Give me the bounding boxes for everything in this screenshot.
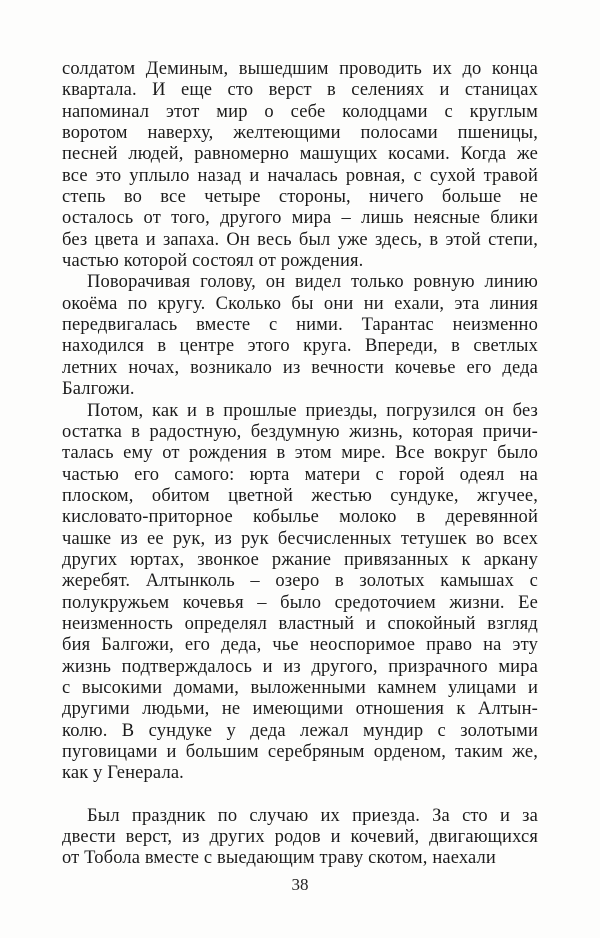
text-line: остатка в радостную, бездумную жизнь, которая причи- (62, 421, 538, 442)
paragraph (62, 401, 538, 785)
text-line: солдатом Деминым, вышедшим проводить их до конца (62, 59, 538, 79)
text-line: Поворачивая голову, он видел только ровную линию (87, 272, 538, 293)
text-line: бия Балгожи, его деда, чье неоспоримое право на эту (62, 635, 538, 656)
text-line: двести верст, из других родов и кочевий, двигающихся (62, 827, 538, 848)
text-line: с высокими домами, выложенными камнем улицами и (62, 677, 538, 698)
text-line: напоминал этот мир о себе колодцами с круглым (62, 101, 538, 122)
text-line: жеребят. Алтынколь – озеро в золотых камышах с (62, 571, 538, 592)
text-block (62, 59, 538, 870)
text-line: передвигалась вместе с ними. Тарантас неизменно (62, 315, 538, 336)
text-line: степь во все четыре стороны, ничего больше не (62, 187, 538, 208)
text-line: кисловато-приторное кобылье молоко в деревянной (62, 507, 538, 528)
text-line: окоёма по кругу. Сколько бы они ни ехали, эта линия (62, 293, 538, 314)
text-line: без цвета и запаха. Он весь был уже здесь, в этой степи, (62, 229, 538, 250)
text-line: как у Генерала. (62, 763, 184, 784)
text-line: песней людей, равномерно машущих косами. Когда же (62, 144, 538, 165)
text-line: частью его самого: юрта матери с горой одеял на (62, 464, 538, 485)
text-line: чашке из ее рук, из рук бесчисленных тетушек во всех (62, 528, 538, 549)
text-line: летних ночах, возникало из вечности кочевье его деда (62, 357, 538, 378)
text-line: Балгожи. (62, 379, 135, 400)
text-line: Был праздник по случаю их приезда. За сто и за (87, 805, 538, 826)
text-line: талась ему от рождения в этом мире. Все вокруг было (62, 443, 538, 464)
text-line: неизменность определял властный и спокойный взгляд (62, 613, 538, 634)
text-line: воротом наверху, желтеющими полосами пшеницы, (62, 123, 538, 144)
text-line: все это уплыло назад и началась ровная, с сухой травой (62, 165, 538, 186)
paragraph (62, 272, 538, 400)
page-number: 38 (291, 875, 309, 894)
text-line: частью которой состоял от рождения. (62, 251, 364, 272)
text-line: квартала. И еще сто верст в селениях и станицах (62, 80, 538, 101)
text-line: колю. В сундуке у деда лежал мундир с золотыми (62, 720, 538, 741)
paragraph (62, 59, 538, 272)
text-line: находился в центре этого круга. Впереди, в светлых (62, 336, 538, 357)
text-line: жизнь подтверждалось и из другого, призрачного мира (62, 656, 538, 677)
text-line: полукружьем кочевья – было средоточием жизни. Ее (62, 592, 538, 613)
text-line: другими людьми, не имеющими отношения к Алтын- (62, 699, 538, 720)
text-line: пуговицами и большим серебряным орденом, таким же, (62, 742, 538, 762)
text-line: Потом, как и в прошлые приезды, погрузился он без (87, 400, 538, 421)
text-line: плоском, обитом цветной жестью сундуке, жгучее, (62, 485, 538, 506)
text-line: от Тобола вместе с выедающим траву скотом, наехали (62, 848, 496, 869)
text-line: других юртах, звонкое ржание привязанных к аркану (62, 549, 538, 570)
paragraph (62, 806, 538, 870)
text-line: осталось от того, другого мира – лишь неясные блики (62, 208, 538, 229)
